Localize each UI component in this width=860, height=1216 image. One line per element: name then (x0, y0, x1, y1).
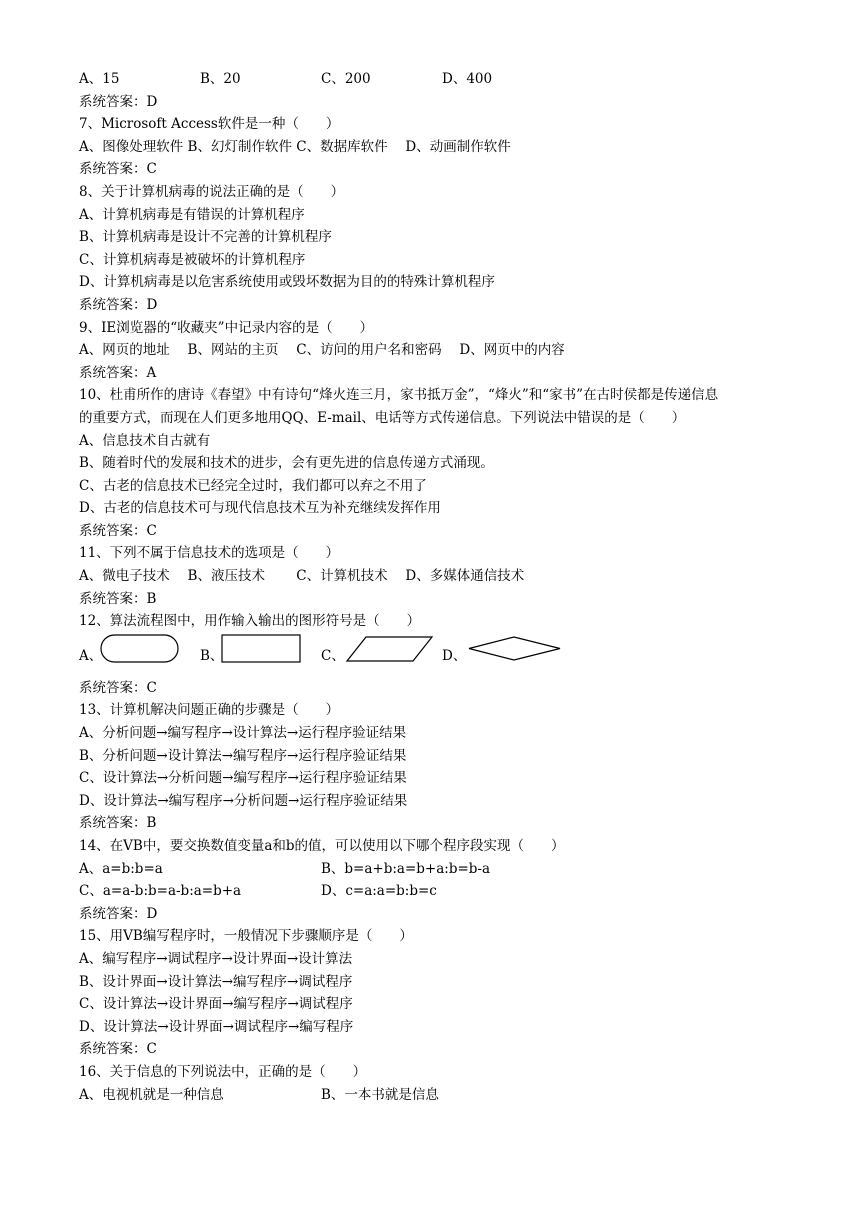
q12-label-a: A、 (79, 647, 103, 664)
q15-question: 15、用VB编写程序时，一般情况下步骤顺序是（ ） (79, 928, 413, 945)
q13-question: 13、计算机解决问题正确的步骤是（ ） (79, 702, 340, 719)
q9-question: 9、IE浏览器的“收藏夹”中记录内容的是（ ） (79, 319, 374, 336)
q8-answer: 系统答案：D (79, 296, 158, 313)
q13-option-c: C、设计算法→分析问题→编写程序→运行程序验证结果 (79, 770, 407, 787)
q16-question: 16、关于信息的下列说法中，正确的是（ ） (79, 1063, 367, 1080)
q9-options: A、网页的地址 B、网站的主页 C、访问的用户名和密码 D、网页中的内容 (79, 342, 565, 359)
q9-answer: 系统答案：A (79, 364, 157, 381)
q12-shape-options (79, 633, 809, 677)
q7-question: 7、Microsoft Access软件是一种（ ） (79, 116, 340, 133)
q12-label-b: B、 (200, 647, 224, 664)
q6-answer: 系统答案：D (79, 93, 158, 110)
q10-option-a: A、信息技术自古就有 (79, 432, 211, 449)
q10-option-d: D、古老的信息技术可与现代信息技术互为补充继续发挥作用 (79, 500, 441, 517)
q8-option-d: D、计算机病毒是以危害系统使用或毁坏数据为目的的特殊计算机程序 (79, 274, 495, 291)
q14-option-c: C、a=a-b:b=a-b:a=b+a (79, 883, 242, 900)
document-page (79, 68, 809, 1106)
q10-option-b: B、随着时代的发展和技术的进步，会有更先进的信息传递方式涌现。 (79, 455, 494, 472)
q8-question: 8、关于计算机病毒的说法正确的是（ ） (79, 183, 345, 200)
q14-options-row2 (79, 880, 809, 903)
q16-option-b: B、一本书就是信息 (321, 1086, 439, 1103)
q16-options-row1 (79, 1084, 809, 1107)
q7-answer: 系统答案：C (79, 161, 157, 178)
q13-option-a: A、分析问题→编写程序→设计算法→运行程序验证结果 (79, 725, 407, 742)
q14-option-d: D、c=a:a=b:b=c (321, 883, 437, 900)
q6-options (79, 68, 809, 91)
rounded-rectangle-shape (100, 634, 180, 664)
diamond-shape (468, 636, 562, 662)
rectangle-shape (221, 634, 303, 664)
q8-option-c: C、计算机病毒是被破坏的计算机程序 (79, 251, 306, 268)
q13-option-d: D、设计算法→编写程序→分析问题→运行程序验证结果 (79, 792, 408, 809)
q14-option-b: B、b=a+b:a=b+a:b=b-a (321, 860, 491, 877)
parallelogram-shape (346, 636, 434, 664)
q12-label-d: D、 (442, 647, 467, 664)
q10-option-c: C、古老的信息技术已经完全过时，我们都可以弃之不用了 (79, 477, 427, 494)
q14-question: 14、在VB中，要交换数值变量a和b的值，可以使用以下哪个程序段实现（ ） (79, 838, 565, 854)
q6-option-d: D、400 (442, 71, 493, 87)
q7-options: A、图像处理软件 B、幻灯制作软件 C、数据库软件 D、动画制作软件 (79, 138, 511, 155)
q11-options: A、微电子技术 B、液压技术 C、计算机技术 D、多媒体通信技术 (79, 568, 525, 585)
q11-answer: 系统答案：B (79, 590, 157, 607)
q8-option-a: A、计算机病毒是有错误的计算机程序 (79, 206, 305, 223)
q12-question: 12、算法流程图中，用作输入输出的图形符号是（ ） (79, 613, 421, 630)
q12-answer: 系统答案：C (79, 679, 157, 696)
q6-option-a: A、15 (79, 71, 120, 87)
q8-option-b: B、计算机病毒是设计不完善的计算机程序 (79, 229, 332, 246)
q11-question: 11、下列不属于信息技术的选项是（ ） (79, 545, 340, 562)
q14-option-a: A、a=b:b=a (79, 860, 163, 877)
q10-answer: 系统答案：C (79, 522, 157, 539)
q15-option-c: C、设计算法→设计界面→编写程序→调试程序 (79, 996, 353, 1013)
q10-question-line2: 的重要方式，而现在人们更多地用QQ、E-mail、电话等方式传递信息。下列说法中错误的是（ ） (79, 409, 686, 426)
q15-option-d: D、设计算法→设计界面→调试程序→编写程序 (79, 1018, 354, 1035)
q16-option-a: A、电视机就是一种信息 (79, 1086, 224, 1103)
q14-answer: 系统答案：D (79, 905, 158, 922)
q13-option-b: B、分析问题→设计算法→编写程序→运行程序验证结果 (79, 747, 407, 764)
q14-options-row1 (79, 858, 809, 881)
q6-option-b: B、20 (200, 71, 241, 87)
q15-option-b: B、设计界面→设计算法→编写程序→调试程序 (79, 973, 353, 990)
q6-option-c: C、200 (321, 71, 371, 87)
q15-option-a: A、编写程序→调试程序→设计界面→设计算法 (79, 950, 353, 967)
q13-answer: 系统答案：B (79, 815, 157, 832)
q12-label-c: C、 (321, 647, 345, 664)
q10-question-line1: 10、杜甫所作的唐诗《春望》中有诗句“烽火连三月，家书抵万金”，“烽火”和“家书”在古时侯都是传递信息 (79, 387, 719, 404)
q15-answer: 系统答案：C (79, 1041, 157, 1058)
